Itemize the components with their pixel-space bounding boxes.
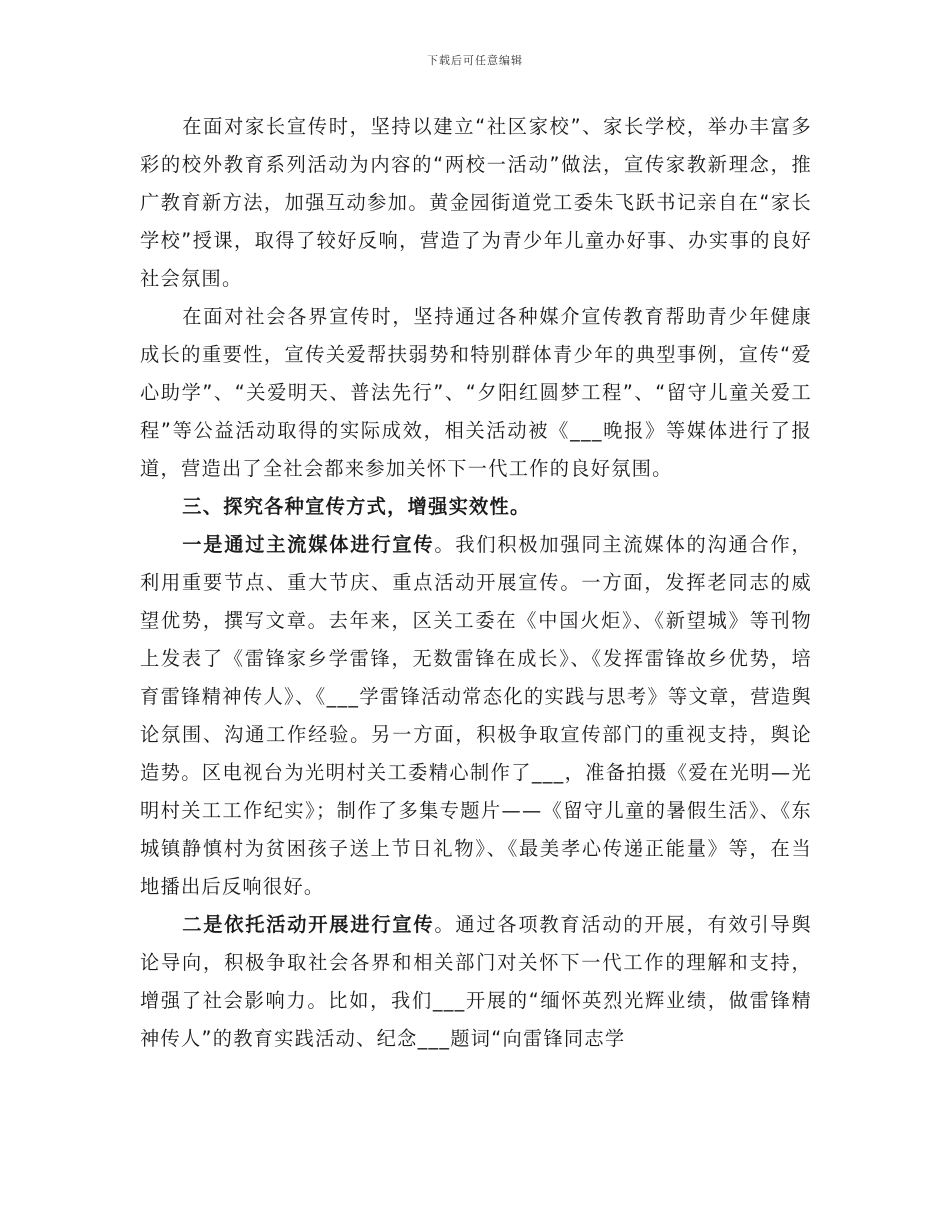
paragraph-society-publicity: 在面对社会各界宣传时，坚持通过各种媒介宣传教育帮助青少年健康成长的重要性，宣传关爱帮扶弱势和特别群体青少年的典型事例，宣传“爱心助学”、“关爱明天、普法先行”、“夕阳红圆梦工程”、“留守儿童关爱工程”等公益活动取得的实际成效，相关活动被《___晚报》等媒体进行了报道，营造出了全社会都来参加关怀下一代工作的良好氛围。: [140, 305, 812, 480]
page-header: 下载后可任意编辑: [427, 54, 523, 67]
item-lead-activities: 二是依托活动开展进行宣传: [182, 913, 435, 936]
item-text-activities: 。通过各项教育活动的开展，有效引导舆论导向，积极争取社会各界和相关部门对关怀下一代工作的理解和支持，增强了社会影响力。比如，我们___开展的“缅怀英烈光辉业绩，做雷锋精神传人”的教育实践活动、纪念___题词“向雷锋同志学: [140, 913, 812, 1050]
item-lead-mainstream-media: 一是通过主流媒体进行宣传: [182, 533, 435, 556]
paragraph-parents-publicity: 在面对家长宣传时，坚持以建立“社区家校”、家长学校，举办丰富多彩的校外教育系列活动为内容的“两校一活动”做法，宣传家教新理念，推广教育新方法，加强互动参加。黄金园街道党工委朱飞跃书记亲自在“家长学校”授课，取得了较好反响，营造了为青少年儿童办好事、办实事的良好社会氛围。: [140, 115, 812, 290]
section-heading: 三、探究各种宣传方式，增强实效性。: [182, 495, 531, 518]
document-body: [140, 108, 812, 1058]
paragraph-activities: [140, 906, 812, 1058]
item-text-mainstream-media: 。我们积极加强同主流媒体的沟通合作，利用重要节点、重大节庆、重点活动开展宣传。一方面，发挥老同志的威望优势，撰写文章。去年来，区关工委在《中国火炬》、《新望城》等刊物上发表了《雷锋家乡学雷锋，无数雷锋在成长》、《发挥雷锋故乡优势，培育雷锋精神传人》、《___学雷锋活动常态化的实践与思考》等文章，营造舆论氛围、沟通工作经验。另一方面，积极争取宣传部门的重视支持，舆论造势。区电视台为光明村关工委精心制作了___，准备拍摄《爱在光明—光明村关工工作纪实》；制作了多集专题片——《留守儿童的暑假生活》、《东城镇静慎村为贫困孩子送上节日礼物》、《最美孝心传递正能量》等，在当地播出后反响很好。: [140, 533, 812, 898]
paragraph-mainstream-media: [140, 526, 812, 906]
